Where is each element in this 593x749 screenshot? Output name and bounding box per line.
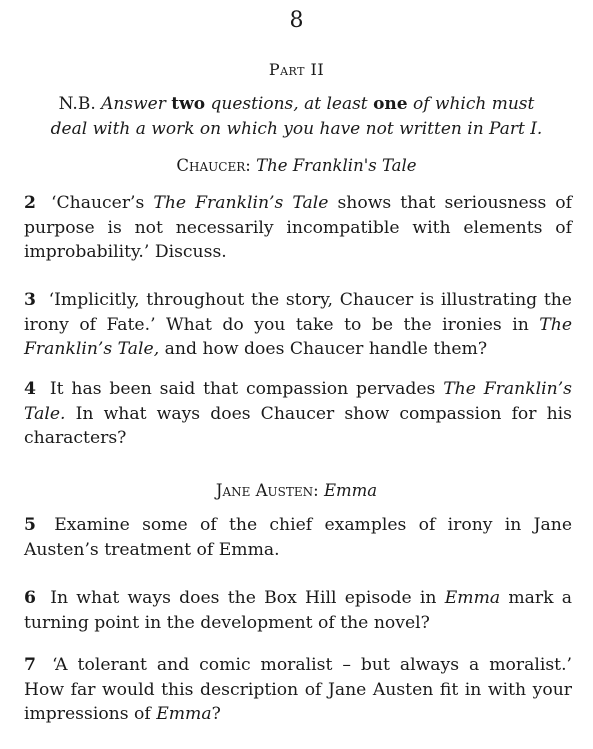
instructions-line-1 — [0, 92, 593, 117]
section-separator: : — [313, 481, 319, 500]
question-number: 6 — [24, 588, 36, 608]
instruction-emphasis: two — [171, 94, 206, 114]
question-number: 3 — [24, 290, 36, 310]
section-work: The Franklin's Tale — [256, 156, 417, 175]
instruction-text: Answer — [101, 94, 166, 114]
instructions — [0, 92, 593, 142]
section-author: Chaucer — [176, 156, 246, 175]
section-heading-austen — [0, 481, 593, 500]
question-number: 7 — [24, 655, 36, 675]
instruction-text: of which must — [412, 94, 535, 114]
question-2: 2 ‘Chaucer’s The Franklin’s Tale shows that seriousness of purpose is not necessarily incompatible with elements of improbability.’ Discuss. — [24, 193, 573, 262]
nb-label: N.B. — [58, 94, 96, 114]
section-work: Emma — [323, 481, 378, 500]
instructions-line-2: deal with a work on which you have not written in Part I. — [50, 119, 543, 139]
instruction-emphasis: one — [373, 94, 408, 114]
section-separator: : — [245, 156, 251, 175]
question-number: 4 — [24, 379, 36, 399]
section-heading-chaucer — [0, 156, 593, 175]
instruction-text: questions, at least — [210, 94, 368, 114]
question-number: 5 — [24, 515, 36, 535]
part-heading: Part II — [268, 60, 325, 79]
question-3: 3 ‘Implicitly, throughout the story, Chaucer is illustrating the irony of Fate.’ What do you take to be the ironies in The Franklin’s Tale, and how does Chaucer handle them? — [24, 290, 573, 359]
question-6: 6 In what ways does the Box Hill episode in Emma mark a turning point in the development of the novel? — [24, 588, 573, 633]
question-5: 5 Examine some of the chief examples of irony in Jane Austen’s treatment of Emma. — [24, 515, 572, 560]
question-7: 7 ‘A tolerant and comic moralist – but always a moralist.’ How far would this description of Jane Austen fit in with your impressions of Emma? — [24, 655, 572, 724]
question-number: 2 — [24, 193, 36, 213]
page-number: 8 — [289, 8, 304, 33]
section-author: Jane Austen — [215, 481, 314, 500]
question-4: 4 It has been said that compassion pervades The Franklin’s Tale. In what ways does Chaucer show compassion for his characters? — [24, 379, 572, 448]
